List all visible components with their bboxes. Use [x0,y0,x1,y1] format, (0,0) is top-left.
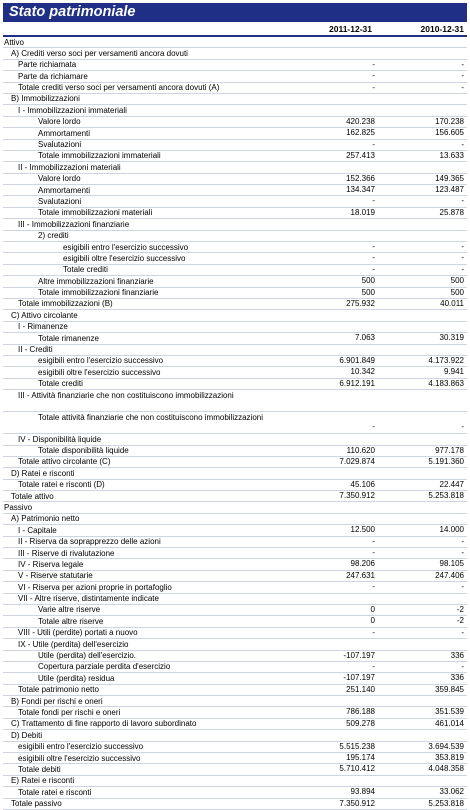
value-2011: 7.029.874 [339,456,375,466]
value-2010: -2 [456,604,464,614]
value-2010: - [461,139,464,149]
value-2010: 977.178 [435,445,464,455]
value-2010: 351.539 [435,707,464,717]
table-row [3,776,467,787]
row-label: IV - Riserva legale [18,559,84,569]
row-label: I - Immobilizzazioni immateriali [18,105,127,115]
column-header-current-year: 2011-12-31 [328,24,372,34]
value-2010: -2 [456,616,464,626]
value-2011: 420.238 [346,116,375,126]
table-row [3,491,467,502]
value-2010: - [461,264,464,274]
value-2011: 10.342 [350,367,375,377]
value-2011: - [372,242,375,252]
row-label: IX - Utile (perdita) dell'esercizio [18,639,129,649]
value-2011: - [372,536,375,546]
table-row [3,412,467,434]
row-label: Totale disponibilità liquide [38,446,129,455]
value-2011: 162.825 [346,128,375,138]
row-label: III - Riserve di rivalutazione [18,548,115,558]
table-row [3,231,467,242]
row-label: Totale immobilizzazioni (B) [18,299,113,309]
value-2010: - [461,196,464,206]
value-2011: - [372,421,375,431]
row-label: Totale crediti verso soci per versamenti ancora dovuti (A) [18,83,220,93]
row-label: Totale attività finanziarie che non costituiscono immobilizzazioni [38,412,263,422]
value-2011: 786.188 [346,707,375,717]
row-label: Valore lordo [38,174,81,184]
table-row [3,480,467,491]
column-header-previous-year: 2010-12-31 [420,24,464,34]
row-label: Utile (perdita) residua [38,673,115,683]
value-2011: -107.197 [343,650,375,660]
row-label: Totale debiti [18,764,61,774]
row-label: Totale crediti [63,265,108,275]
value-2010: - [461,536,464,546]
row-label: E) Ratei e risconti [11,776,75,786]
row-label: 2) crediti [38,231,69,241]
value-2011: -107.197 [343,673,375,683]
value-2011: 500 [361,276,375,286]
table-row [3,651,467,662]
value-2011: 0 [370,616,375,626]
value-2011: 7.063 [354,333,375,343]
value-2011: - [372,627,375,637]
table-row [3,605,467,616]
value-2011: 98.206 [350,559,375,569]
table-row [3,753,467,764]
row-label: IV - Disponibilità liquide [18,434,102,444]
value-2011: - [372,82,375,92]
value-2011: 195.174 [346,753,375,763]
table-row [3,333,467,344]
table-row [3,548,467,559]
table-row [3,446,467,457]
table-row [3,525,467,536]
table-row [3,162,467,173]
row-label: Attivo [4,37,25,47]
table-row [3,787,467,798]
table-row [3,60,467,71]
value-2010: - [461,421,464,431]
value-2010: 14.000 [439,525,464,535]
table-row [3,345,467,356]
table-row [3,322,467,333]
row-label: Totale patrimonio netto [18,685,99,695]
table-row [3,730,467,741]
value-2010: 4.173.922 [428,355,464,365]
value-2011: 152.366 [346,173,375,183]
table-row [3,719,467,730]
row-label: C) Trattamento di fine rapporto di lavoro subordinato [11,719,197,729]
value-2010: 5.191.360 [428,456,464,466]
value-2011: 500 [361,287,375,297]
table-row [3,174,467,185]
row-label: Totale ratei e risconti (D) [18,480,105,490]
value-2010: 9.941 [443,367,464,377]
value-2011: 93.894 [350,787,375,797]
value-2011: - [372,253,375,263]
row-label: A) Crediti verso soci per versamenti ancora dovuti [11,48,188,58]
row-label: B) Fondi per rischi e oneri [11,696,103,706]
value-2010: - [461,582,464,592]
value-2010: 149.365 [435,173,464,183]
table-row [3,537,467,548]
table-row [3,582,467,593]
row-label: Valore lordo [38,117,81,127]
table-row [3,367,467,378]
value-2011: 247.631 [346,570,375,580]
table-row [3,639,467,650]
table-row [3,356,467,367]
value-2011: 6.901.849 [339,355,375,365]
row-label: Totale rimanenze [38,333,99,343]
row-label: I - Capitale [18,525,57,535]
table-row [3,140,467,151]
row-label: Ammortamenti [38,128,91,138]
value-2010: - [461,661,464,671]
value-2011: 12.500 [350,525,375,535]
table-row [3,299,467,310]
table-row [3,799,467,810]
table-row [3,616,467,627]
value-2010: 40.011 [440,298,464,308]
row-label: Totale attivo [11,491,54,501]
row-label: esigibili oltre l'esercizio successivo [63,253,186,263]
row-label: Totale ratei e risconti [18,787,92,797]
row-label: Totale immobilizzazioni immateriali [38,151,161,161]
value-2011: 134.347 [346,185,375,195]
value-2011: - [372,59,375,69]
row-label: Ammortamenti [38,185,91,195]
value-2011: 6.912.191 [339,378,375,388]
table-row [3,310,467,321]
table-row [3,151,467,162]
row-label: esigibili entro l'esercizio successivo [63,242,189,252]
row-label: II - Immobilizzazioni materiali [18,162,121,172]
table-row [3,94,467,105]
value-2011: 509.278 [346,718,375,728]
row-label: II - Riserva da soprapprezzo delle azioni [18,537,161,547]
row-label: D) Ratei e risconti [11,468,75,478]
table-row [3,242,467,253]
value-2010: 3.694.539 [428,741,464,751]
row-label: esigibili oltre l'esercizio successivo [18,753,141,763]
value-2011: 5.515.238 [339,741,375,751]
value-2010: 5.253.818 [428,491,464,501]
value-2010: - [461,548,464,558]
row-label: esigibili oltre l'esercizio successivo [38,367,161,377]
row-label: III - Attività finanziarie che non costituiscono immobilizzazioni [18,390,234,400]
row-label: Parte richiamata [18,60,77,70]
value-2011: 0 [370,604,375,614]
table-row [3,514,467,525]
row-label: C) Attivo circolante [11,310,78,320]
row-label: Totale fondi per rischi e oneri [18,707,121,717]
row-label: A) Patrimonio netto [11,514,80,524]
value-2010: 4.183.863 [428,378,464,388]
value-2010: 336 [450,650,464,660]
table-row [3,594,467,605]
table-row [3,434,467,445]
value-2011: 257.413 [346,150,375,160]
table-row [3,559,467,570]
row-label: Varie altre riserve [38,605,101,615]
value-2011: 7.350.912 [339,798,375,808]
table-row [3,83,467,94]
value-2010: 98.105 [439,559,464,569]
value-2010: - [461,71,464,81]
table-row [3,379,467,390]
value-2010: 25.878 [439,207,464,217]
row-label: D) Debiti [11,730,43,740]
value-2010: - [461,82,464,92]
table-row [3,253,467,264]
value-2010: 123.487 [435,185,464,195]
value-2011: - [372,661,375,671]
balance-sheet-table [3,35,467,810]
table-row [3,219,467,230]
value-2011: 251.140 [346,684,375,694]
value-2010: 461.014 [435,718,464,728]
row-label: VIII - Utili (perdite) portati a nuovo [18,628,138,638]
table-row [3,390,467,412]
value-2011: 110.620 [346,445,375,455]
value-2010: 4.048.358 [428,764,464,774]
row-label: Svalutazioni [38,140,82,150]
row-label: Totale crediti [38,379,83,389]
row-label: Svalutazioni [38,196,82,206]
table-row [3,673,467,684]
row-label: Totale passivo [11,799,62,809]
table-row [3,707,467,718]
table-row [3,117,467,128]
value-2010: 33.062 [439,787,464,797]
row-label: Totale immobilizzazioni materiali [38,208,153,218]
value-2011: 18.019 [350,207,375,217]
value-2010: 13.633 [439,150,464,160]
row-label: VII - Altre riserve, distintamente indicate [18,594,159,604]
value-2010: 247.406 [435,570,464,580]
table-row [3,276,467,287]
row-label: III - Immobilizzazioni finanziarie [18,219,130,229]
table-row [3,48,467,59]
value-2010: - [461,242,464,252]
value-2011: - [372,264,375,274]
table-row [3,105,467,116]
table-row [3,685,467,696]
table-row [3,502,467,513]
value-2010: 5.253.818 [428,798,464,808]
value-2010: 500 [450,287,464,297]
value-2011: 7.350.912 [339,491,375,501]
row-label: Totale attivo circolante (C) [18,457,111,467]
table-row [3,571,467,582]
table-row [3,764,467,775]
table-row [3,37,467,48]
row-label: II - Crediti [18,345,53,355]
value-2011: - [372,582,375,592]
value-2010: 30.319 [439,333,464,343]
row-label: Passivo [4,502,33,512]
table-row [3,457,467,468]
value-2011: - [372,71,375,81]
page-title: Stato patrimoniale [3,3,467,22]
row-label: Utile (perdita) dell'esercizio. [38,651,137,661]
value-2011: 275.932 [346,298,375,308]
row-label: esigibili entro l'esercizio successivo [18,742,144,752]
value-2010: 359.845 [435,684,464,694]
table-row [3,208,467,219]
table-row [3,71,467,82]
row-label: V - Riserve statutarie [18,571,93,581]
value-2010: 170.238 [435,116,464,126]
value-2010: - [461,253,464,263]
row-label: Altre immobilizzazioni finanziarie [38,276,154,286]
table-row [3,265,467,276]
table-row [3,468,467,479]
value-2010: 156.605 [435,128,464,138]
row-label: B) Immobilizzazioni [11,94,80,104]
value-2010: 500 [450,276,464,286]
table-row [3,128,467,139]
row-label: VI - Riserva per azioni proprie in portafoglio [18,582,172,592]
value-2010: 353.819 [435,753,464,763]
table-row [3,696,467,707]
value-2011: - [372,196,375,206]
row-label: esigibili entro l'esercizio successivo [38,356,164,366]
row-label: Copertura parziale perdita d'esercizio [38,662,171,672]
value-2010: - [461,59,464,69]
table-row [3,628,467,639]
value-2010: 22.447 [439,479,464,489]
table-row [3,742,467,753]
value-2011: 45.106 [350,479,375,489]
table-row [3,196,467,207]
row-label: I - Rimanenze [18,322,68,332]
value-2010: - [461,627,464,637]
row-label: Totale altre riserve [38,616,104,626]
table-row [3,288,467,299]
value-2011: - [372,139,375,149]
table-row [3,185,467,196]
row-label: Totale immobilizzazioni finanziarie [38,288,159,298]
value-2010: 336 [450,673,464,683]
row-label: Parte da richiamare [18,71,88,81]
value-2011: 5.710.412 [339,764,375,774]
value-2011: - [372,548,375,558]
table-row [3,662,467,673]
